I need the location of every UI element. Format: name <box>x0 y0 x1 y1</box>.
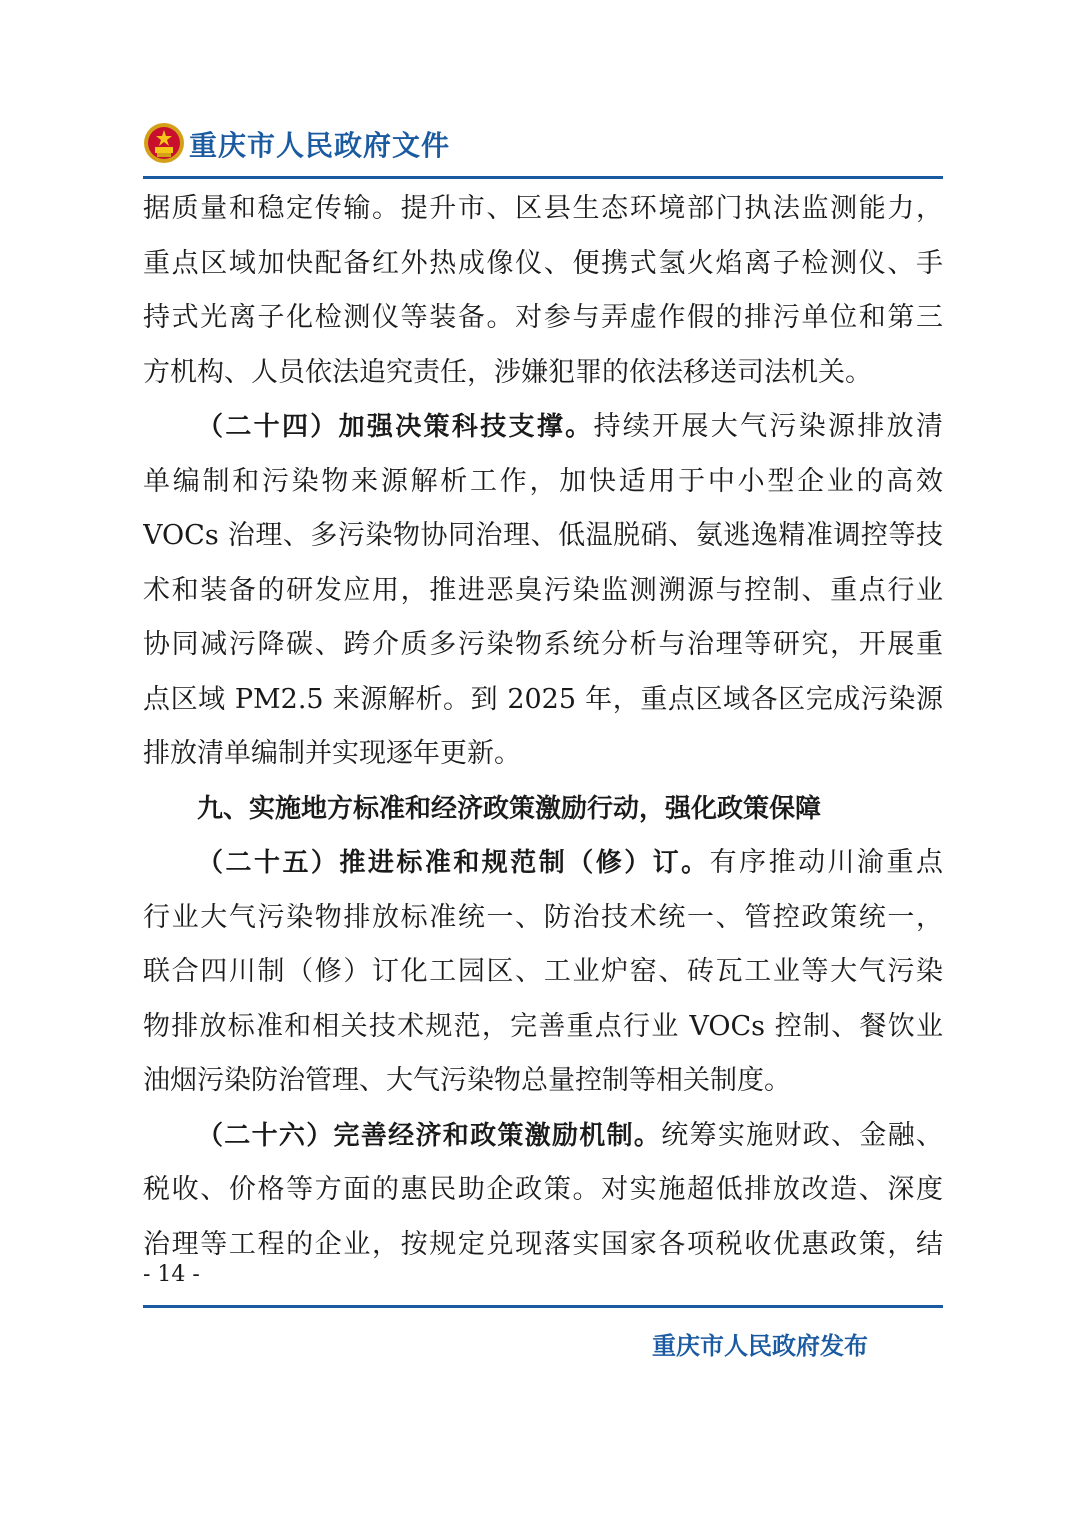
body-line: 单编制和污染物来源解析工作，加快适用于中小型企业的高效 <box>143 465 943 497</box>
document-body <box>143 182 943 1272</box>
paragraph-first-line <box>143 836 943 891</box>
body-line: 重点区域加快配备红外热成像仪、便携式氢火焰离子检测仪、手 <box>143 247 943 279</box>
paragraph-first-line <box>143 400 943 455</box>
body-line: VOCs 治理、多污染物协同治理、低温脱硝、氨逃逸精准调控等技 <box>143 520 943 551</box>
paragraph-lead: （二十四）加强决策科技支撑。 <box>197 412 594 442</box>
footer-publisher: 重庆市人民政府发布 <box>652 1331 868 1360</box>
national-emblem-icon <box>143 122 185 164</box>
body-line: 治理等工程的企业，按规定兑现落实国家各项税收优惠政策，结 <box>143 1228 943 1260</box>
paragraph-lead: （二十五）推进标准和规范制（修）订。 <box>197 848 710 878</box>
document-header <box>143 118 943 174</box>
body-line: 行业大气污染物排放标准统一、防治技术统一、管控政策统一， <box>143 901 943 933</box>
body-line: 持式光离子化检测仪等装备。对参与弄虚作假的排污单位和第三 <box>143 302 943 333</box>
body-line: 税收、价格等方面的惠民助企政策。对实施超低排放改造、深度 <box>143 1174 943 1205</box>
footer-divider <box>143 1305 943 1308</box>
paragraph-text: 有序推动川渝重点 <box>709 847 943 878</box>
body-line: 排放清单编制并实现逐年更新。 <box>143 738 521 769</box>
page-number: - 14 - <box>143 1262 200 1287</box>
body-line: 联合四川制（修）订化工园区、工业炉窑、砖瓦工业等大气污染 <box>143 956 943 987</box>
header-divider <box>143 176 943 179</box>
header-title: 重庆市人民政府文件 <box>189 129 451 162</box>
paragraph-lead: （二十六）完善经济和政策激励机制。 <box>197 1120 662 1151</box>
paragraph-first-line <box>143 1109 943 1164</box>
body-line: 据质量和稳定传输。提升市、区县生态环境部门执法监测能力， <box>143 193 943 224</box>
body-line: 协同减污降碳、跨介质多污染物系统分析与治理等研究，开展重 <box>143 629 943 660</box>
paragraph-text: 统筹实施财政、金融、 <box>661 1119 943 1151</box>
body-line: 油烟污染防治管理、大气污染物总量控制等相关制度。 <box>143 1065 791 1096</box>
section-heading: 九、实施地方标准和经济政策激励行动，强化政策保障 <box>197 793 822 824</box>
body-line: 方机构、人员依法追究责任，涉嫌犯罪的依法移送司法机关。 <box>143 356 872 388</box>
body-line: 物排放标准和相关技术规范，完善重点行业 VOCs 控制、餐饮业 <box>143 1010 943 1042</box>
paragraph-text: 持续开展大气污染源排放清 <box>593 411 943 442</box>
body-line: 术和装备的研发应用，推进恶臭污染监测溯源与控制、重点行业 <box>143 574 943 606</box>
body-line: 点区域 PM2.5 来源解析。到 2025 年，重点区域各区完成污染源 <box>143 683 943 715</box>
